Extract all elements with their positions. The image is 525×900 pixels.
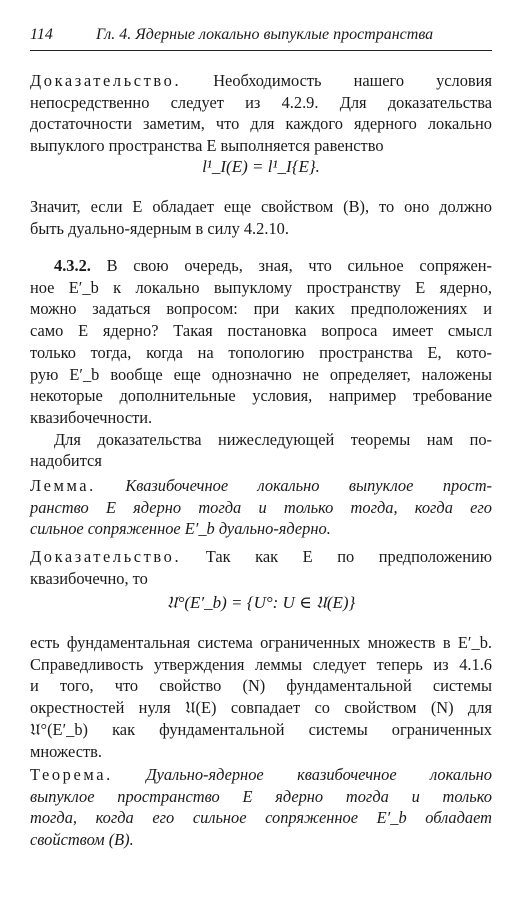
theorem: Теорема. Дуально-ядерное квазибочечное локально выпуклое пространство E ядерно тогда и только тогда, когда его сильное сопряженное E′_b обладает свойством (B). bbox=[30, 765, 492, 850]
proof-paragraph-1: Доказательство. Необходимость нашего условия непосредственно следует из 4.2.9. Для доказательства достаточности заметим, что для каждого ядерного локально выпуклого пространства E выполняется равенство bbox=[30, 71, 492, 156]
proof-paragraph-2: Доказательство. Так как E по предположению квазибочечно, то bbox=[30, 547, 492, 588]
proof-conclusion-1: Значит, если E обладает еще свойством (B), то оно должно быть дуально-ядерным в силу 4.2.10. bbox=[30, 197, 492, 238]
running-title: Гл. 4. Ядерные локально выпуклые пространства bbox=[96, 26, 434, 43]
page-header bbox=[30, 26, 492, 51]
proof-label: Доказательство. bbox=[30, 71, 182, 90]
page-number: 114 bbox=[30, 26, 53, 43]
proof-label-2: Доказательство. bbox=[30, 547, 182, 566]
theorem-label: Теорема. bbox=[30, 765, 113, 784]
lemma-label: Лемма. bbox=[30, 476, 96, 495]
formula-equality: l¹_I(E) = l¹_I{E}. bbox=[202, 157, 320, 176]
section-number: 4.3.2. bbox=[54, 256, 91, 275]
lemma: Лемма. Квазибочечное локально выпуклое прост- ранство E ядерно тогда и только тогда, когда его сильное сопряженное E′_b дуально-ядерно. bbox=[30, 476, 492, 539]
section-4-3-2: 4.3.2. В свою очередь, зная, что сильное сопряжен- ное E′_b к локально выпуклому пространству E ядерно, можно задаться вопросом: при каких предположениях и само E ядерно? Такая постановка вопроса имеет смысл только тогда, когда на топологию пространства E, кото- рую E′_b вообще еще однозначно не определяет, наложены некоторые дополнительные условия, например требование квазибочечности. Для доказательства нижеследующей теоремы нам по- надобится bbox=[30, 256, 492, 471]
proof-conclusion-2: есть фундаментальная система ограниченных множеств в E′_b. Справедливость утверждения леммы следует теперь из 4.1.6 и того, что свойство (N) фундаментальной системы окрестностей нуля 𝔘(E) совпадает со свойством (N) для 𝔘°(E′_b) как фундаментальной системы ограниченных множеств. bbox=[30, 633, 492, 761]
formula-neighborhoods: 𝔘°(E′_b) = {U°: U ∈ 𝔘(E)} bbox=[166, 593, 356, 612]
